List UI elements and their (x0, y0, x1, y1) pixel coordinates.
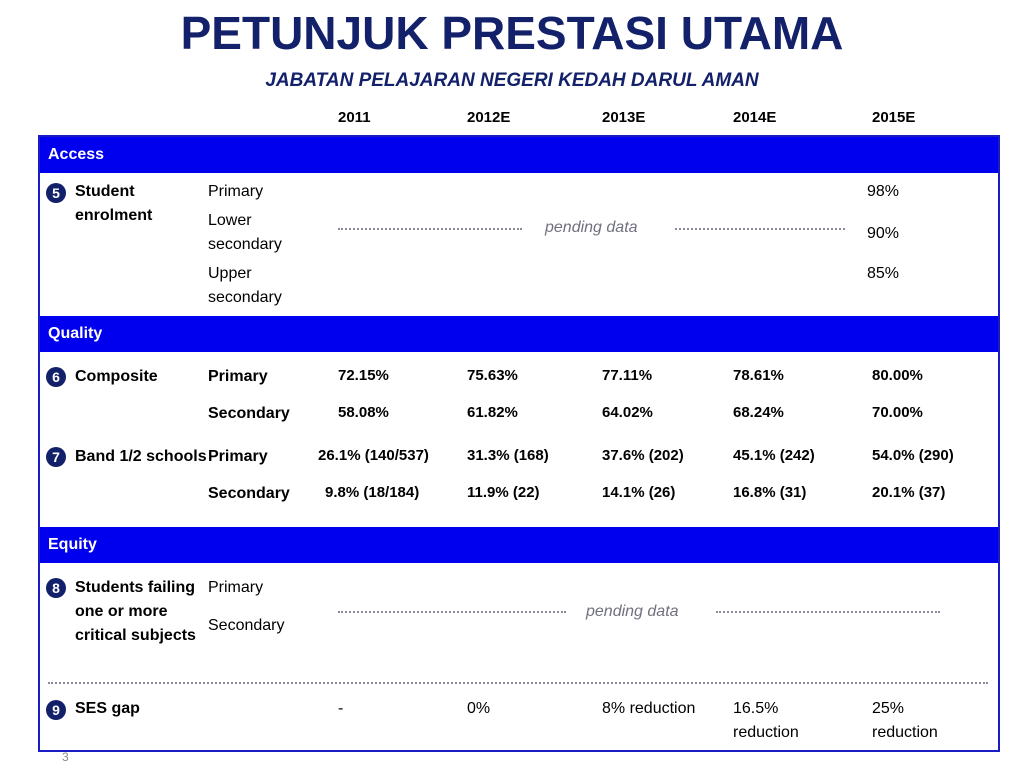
year-header-2011: 2011 (338, 109, 371, 126)
cell-value: 68.24% (733, 404, 784, 421)
cell-value: 78.61% (733, 367, 784, 384)
pending-dotted-line-right (716, 611, 940, 613)
section-divider (48, 682, 988, 684)
section-quality: Quality (40, 316, 998, 352)
kpi-number-badge: 5 (46, 183, 66, 203)
cell-value: 11.9% (22) (467, 484, 540, 501)
row-label-lower-secondary: Lower secondary (208, 212, 282, 253)
row-label-primary: Primary (208, 368, 268, 385)
row-label-secondary: Secondary (208, 405, 290, 422)
cell-value: 20.1% (37) (872, 484, 946, 501)
cell-value: 58.08% (338, 404, 389, 421)
target-value: 98% (867, 183, 900, 200)
kpi-number-badge: 6 (46, 367, 66, 387)
cell-value: 45.1% (242) (733, 447, 815, 464)
kpi-number-badge: 8 (46, 578, 66, 598)
year-header-2015: 2015E (872, 109, 916, 126)
year-header-2013: 2013E (602, 109, 646, 126)
row-label-primary: Primary (208, 183, 264, 200)
cell-value: 31.3% (168) (467, 447, 549, 464)
year-header-2012: 2012E (467, 109, 511, 126)
page-number: 3 (62, 750, 69, 764)
cell-value: 64.02% (602, 404, 653, 421)
row-label-secondary: Secondary (208, 617, 285, 634)
cell-value: 70.00% (872, 404, 923, 421)
kpi-label-band-schools: Band 1/2 schools (75, 448, 207, 465)
cell-value: 80.00% (872, 367, 923, 384)
cell-value: 26.1% (140/537) (318, 447, 429, 464)
section-access: Access (40, 137, 998, 173)
pending-dotted-line-left (338, 228, 522, 230)
cell-value: 25% reduction (872, 700, 938, 741)
row-label-primary: Primary (208, 448, 268, 465)
cell-value: 37.6% (202) (602, 447, 684, 464)
cell-value: 14.1% (26) (602, 484, 676, 501)
cell-value: 16.8% (31) (733, 484, 807, 501)
pending-dotted-line-left (338, 611, 566, 613)
row-label-primary: Primary (208, 579, 264, 596)
cell-value: 9.8% (18/184) (325, 484, 420, 501)
cell-value: 72.15% (338, 367, 389, 384)
target-value: 85% (867, 265, 900, 282)
cell-value: 0% (467, 700, 491, 717)
cell-value: 16.5% reduction (733, 700, 799, 741)
pending-data-label: pending data (586, 603, 679, 620)
kpi-number-badge: 7 (46, 447, 66, 467)
section-equity: Equity (40, 527, 998, 563)
cell-value: 54.0% (290) (872, 447, 954, 464)
page-subtitle: JABATAN PELAJARAN NEGERI KEDAH DARUL AMAN (265, 70, 759, 91)
year-header-2014: 2014E (733, 109, 777, 126)
cell-value: 61.82% (467, 404, 518, 421)
pending-data-label: pending data (545, 219, 638, 236)
cell-value: - (338, 700, 344, 717)
cell-value: 77.11% (602, 367, 653, 384)
cell-value: 8% reduction (602, 700, 696, 717)
kpi-label-students-failing: Students failing one or more critical subjects (75, 579, 196, 644)
cell-value: 75.63% (467, 367, 518, 384)
row-label-secondary: Secondary (208, 485, 290, 502)
page-title: PETUNJUK PRESTASI UTAMA (180, 7, 844, 59)
row-label-upper-secondary: Upper secondary (208, 265, 282, 306)
kpi-label-composite: Composite (75, 368, 158, 385)
kpi-label-student-enrolment: Student enrolment (75, 183, 153, 224)
pending-dotted-line-right (675, 228, 845, 230)
kpi-label-ses-gap: SES gap (75, 700, 140, 717)
target-value: 90% (867, 225, 900, 242)
kpi-number-badge: 9 (46, 700, 66, 720)
